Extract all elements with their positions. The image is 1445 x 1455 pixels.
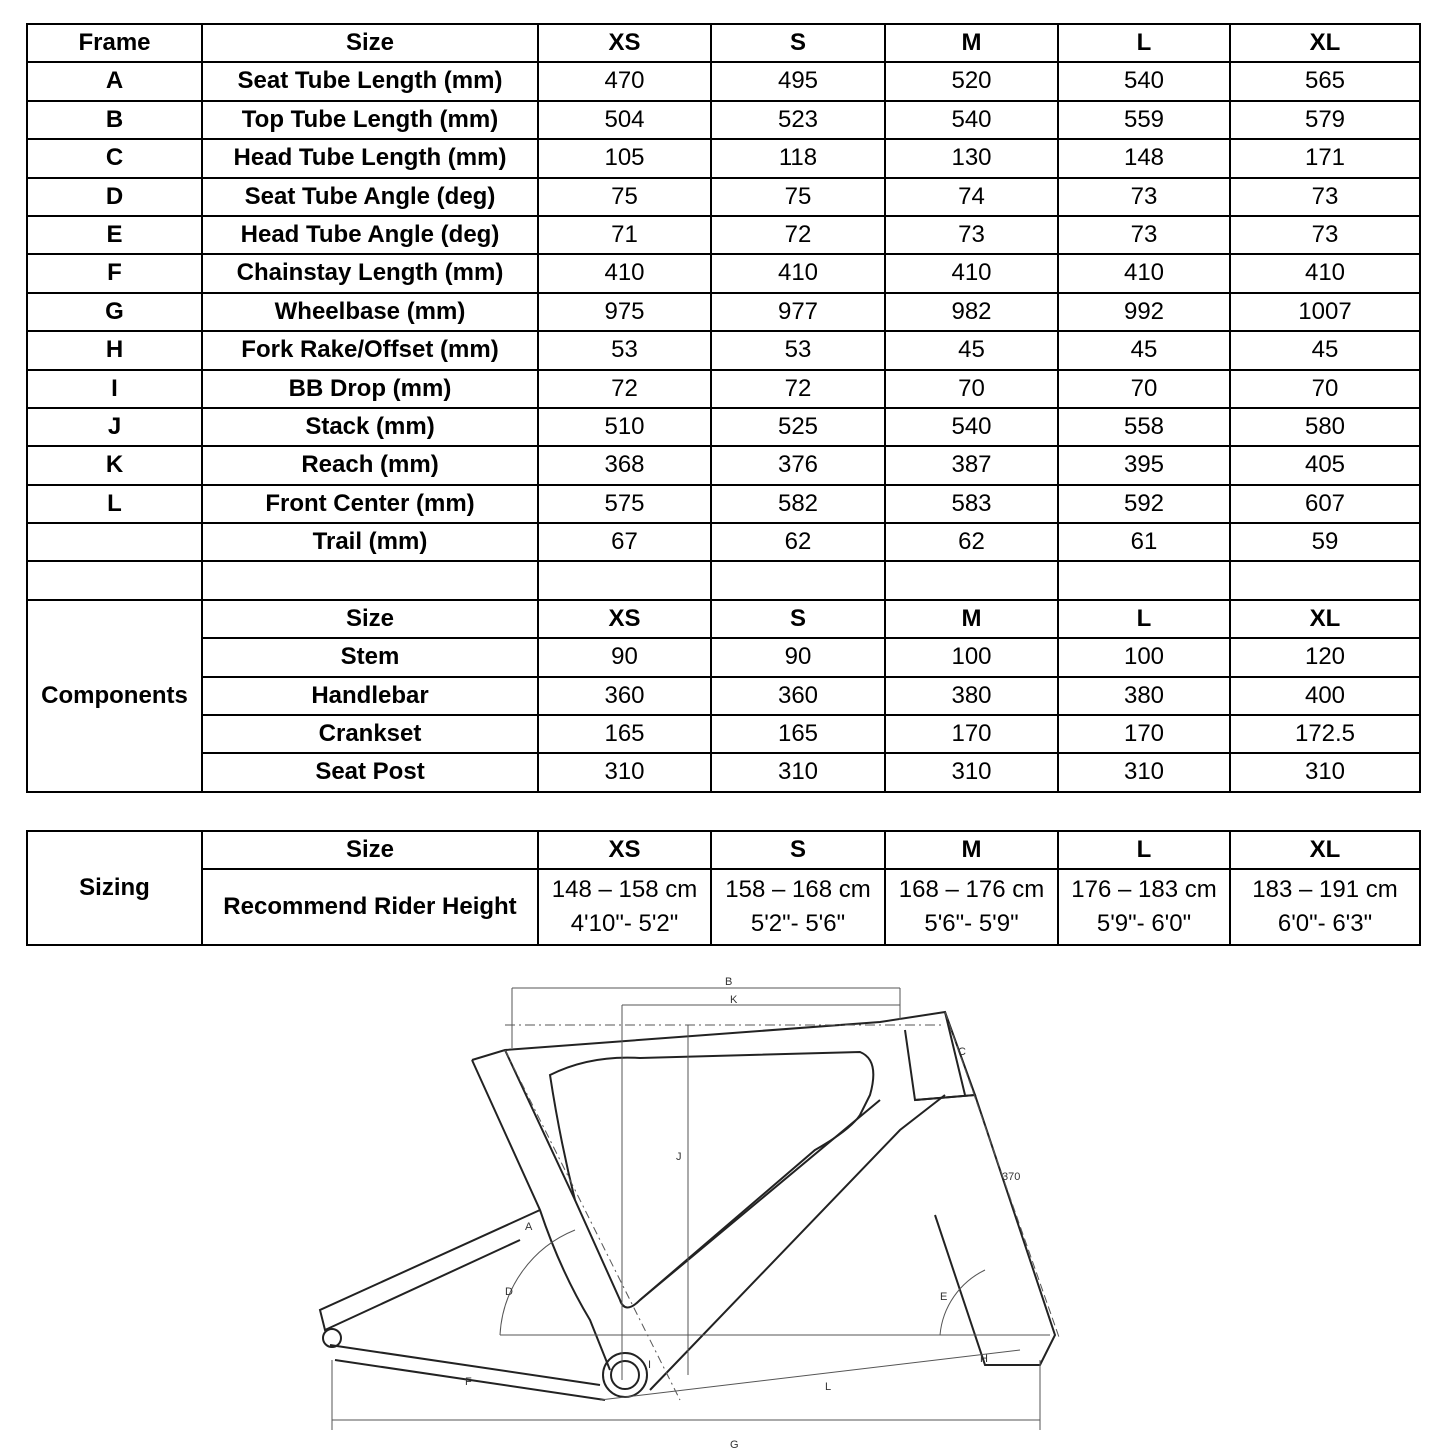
value-cell-l: 61	[1058, 523, 1230, 561]
value-cell-s: 523	[711, 101, 885, 139]
value-cell-m: 74	[885, 178, 1058, 216]
value-cell-m: 540	[885, 101, 1058, 139]
frame-id-cell: J	[27, 408, 202, 446]
value-cell-xl: 73	[1230, 216, 1420, 254]
label-g: G	[730, 1439, 739, 1450]
table-row	[27, 62, 1420, 100]
table-row	[27, 139, 1420, 177]
blank-cell	[711, 561, 885, 599]
top-tube-outline	[472, 1012, 965, 1095]
table-row	[27, 216, 1420, 254]
value-cell-l: 380	[1058, 677, 1230, 715]
value-cell-s: 72	[711, 370, 885, 408]
value-cell-xs: 67	[538, 523, 711, 561]
table-row	[27, 254, 1420, 292]
value-cell-xl: 400	[1230, 677, 1420, 715]
value-cell-xs: 975	[538, 293, 711, 331]
fork	[915, 1095, 1055, 1365]
value-cell-xs: 105	[538, 139, 711, 177]
sizing-header-l: L	[1058, 831, 1230, 869]
rider-height-label: Recommend Rider Height	[202, 869, 538, 945]
value-cell-m: 170	[885, 715, 1058, 753]
measure-label-cell: Wheelbase (mm)	[202, 293, 538, 331]
value-cell-xs: 368	[538, 446, 711, 484]
value-cell-m: 310	[885, 753, 1058, 791]
value-cell-l: 992	[1058, 293, 1230, 331]
components-header-cell: Size	[202, 600, 538, 638]
label-i: I	[648, 1359, 652, 1371]
table-row	[27, 178, 1420, 216]
table-row	[27, 370, 1420, 408]
frame-id-cell: F	[27, 254, 202, 292]
value-cell-m: 380	[885, 677, 1058, 715]
value-cell-s: 495	[711, 62, 885, 100]
seat-stay	[320, 1210, 540, 1330]
rider-height-cm: 183 – 191 cm	[1252, 876, 1398, 903]
geometry-header-cell: S	[711, 24, 885, 62]
frame-id-cell: E	[27, 216, 202, 254]
value-cell-xl: 171	[1230, 139, 1420, 177]
label-b: B	[725, 976, 733, 988]
value-cell-m: 982	[885, 293, 1058, 331]
table-row	[27, 446, 1420, 484]
measure-label-cell: BB Drop (mm)	[202, 370, 538, 408]
label-f: F	[465, 1376, 472, 1388]
value-cell-xl: 579	[1230, 101, 1420, 139]
rider-height-ft: 5'9"- 6'0"	[1096, 910, 1192, 937]
table-row	[27, 753, 1420, 791]
value-cell-l: 559	[1058, 101, 1230, 139]
sizing-header-size: Size	[202, 831, 538, 869]
rider-height-ft: 4'10"- 5'2"	[570, 910, 679, 937]
sizing-header-xl: XL	[1230, 831, 1420, 869]
measure-label-cell: Head Tube Angle (deg)	[202, 216, 538, 254]
frame-geometry-drawing	[300, 970, 1060, 1450]
label-fork-length: 370	[1002, 1171, 1021, 1183]
measure-label-cell: Chainstay Length (mm)	[202, 254, 538, 292]
value-cell-s: 90	[711, 638, 885, 676]
geometry-header-row	[27, 24, 1420, 62]
rider-height-xs	[538, 869, 711, 945]
measure-label-cell: Reach (mm)	[202, 446, 538, 484]
label-d: D	[505, 1286, 513, 1298]
value-cell-m: 387	[885, 446, 1058, 484]
value-cell-l: 592	[1058, 485, 1230, 523]
rider-height-cm: 148 – 158 cm	[551, 876, 698, 903]
value-cell-xs: 75	[538, 178, 711, 216]
geometry-header-cell: Frame	[27, 24, 202, 62]
blank-cell	[885, 561, 1058, 599]
components-header-cell: S	[711, 600, 885, 638]
rider-height-m	[885, 869, 1058, 945]
value-cell-l: 70	[1058, 370, 1230, 408]
components-header-cell: XS	[538, 600, 711, 638]
value-cell-xl: 565	[1230, 62, 1420, 100]
geometry-header-cell: Size	[202, 24, 538, 62]
value-cell-xl: 120	[1230, 638, 1420, 676]
component-label-cell: Stem	[202, 638, 538, 676]
component-label-cell: Handlebar	[202, 677, 538, 715]
value-cell-l: 558	[1058, 408, 1230, 446]
measure-label-cell: Front Center (mm)	[202, 485, 538, 523]
value-cell-s: 53	[711, 331, 885, 369]
rider-height-s	[711, 869, 885, 945]
measure-label-cell: Top Tube Length (mm)	[202, 101, 538, 139]
value-cell-xs: 504	[538, 101, 711, 139]
value-cell-xs: 410	[538, 254, 711, 292]
value-cell-m: 100	[885, 638, 1058, 676]
value-cell-m: 62	[885, 523, 1058, 561]
value-cell-l: 170	[1058, 715, 1230, 753]
chain-stay	[330, 1345, 605, 1400]
value-cell-s: 72	[711, 216, 885, 254]
value-cell-xl: 607	[1230, 485, 1420, 523]
measure-label-cell: Fork Rake/Offset (mm)	[202, 331, 538, 369]
blank-cell	[27, 561, 202, 599]
components-header-cell: M	[885, 600, 1058, 638]
table-row	[27, 638, 1420, 676]
value-cell-m: 540	[885, 408, 1058, 446]
front-triangle-window	[550, 1052, 873, 1308]
label-a: A	[525, 1221, 533, 1233]
geometry-table	[26, 23, 1421, 793]
value-cell-l: 148	[1058, 139, 1230, 177]
label-k: K	[730, 994, 738, 1006]
value-cell-xl: 45	[1230, 331, 1420, 369]
value-cell-m: 45	[885, 331, 1058, 369]
value-cell-xs: 53	[538, 331, 711, 369]
measure-label-cell: Stack (mm)	[202, 408, 538, 446]
table-row	[27, 485, 1420, 523]
value-cell-xl: 1007	[1230, 293, 1420, 331]
table-row	[27, 677, 1420, 715]
component-label-cell: Seat Post	[202, 753, 538, 791]
bb-shell	[603, 1353, 647, 1397]
rider-height-cm: 158 – 168 cm	[725, 876, 871, 903]
value-cell-s: 118	[711, 139, 885, 177]
value-cell-xs: 72	[538, 370, 711, 408]
frame-id-cell: I	[27, 370, 202, 408]
rider-height-l	[1058, 869, 1230, 945]
components-header-row	[27, 600, 1420, 638]
label-c: C	[958, 1046, 966, 1058]
blank-cell	[1058, 561, 1230, 599]
value-cell-xs: 71	[538, 216, 711, 254]
value-cell-m: 583	[885, 485, 1058, 523]
frame-id-cell: C	[27, 139, 202, 177]
table-row	[27, 293, 1420, 331]
blank-row	[27, 561, 1420, 599]
rider-height-ft: 6'0"- 6'3"	[1277, 910, 1373, 937]
label-j: J	[676, 1151, 682, 1163]
measure-label-cell: Head Tube Length (mm)	[202, 139, 538, 177]
value-cell-xl: 73	[1230, 178, 1420, 216]
table-row	[27, 408, 1420, 446]
rider-height-xl	[1230, 869, 1420, 945]
geometry-header-cell: L	[1058, 24, 1230, 62]
geometry-header-cell: M	[885, 24, 1058, 62]
value-cell-s: 977	[711, 293, 885, 331]
value-cell-s: 582	[711, 485, 885, 523]
value-cell-xs: 360	[538, 677, 711, 715]
value-cell-m: 130	[885, 139, 1058, 177]
value-cell-xs: 310	[538, 753, 711, 791]
frame-id-cell: H	[27, 331, 202, 369]
seat-tube	[472, 1060, 610, 1370]
table-row	[27, 715, 1420, 753]
label-h: H	[980, 1353, 988, 1365]
down-tube	[640, 1095, 948, 1390]
sizing-header-s: S	[711, 831, 885, 869]
value-cell-l: 73	[1058, 216, 1230, 254]
value-cell-m: 410	[885, 254, 1058, 292]
value-cell-m: 520	[885, 62, 1058, 100]
value-cell-xl: 70	[1230, 370, 1420, 408]
blank-cell	[538, 561, 711, 599]
frame-id-cell: K	[27, 446, 202, 484]
sizing-title: Sizing	[27, 831, 202, 945]
value-cell-xs: 510	[538, 408, 711, 446]
value-cell-m: 70	[885, 370, 1058, 408]
value-cell-s: 410	[711, 254, 885, 292]
label-l: L	[825, 1381, 832, 1393]
value-cell-s: 525	[711, 408, 885, 446]
value-cell-xs: 90	[538, 638, 711, 676]
sizing-header-xs: XS	[538, 831, 711, 869]
label-e: E	[940, 1291, 948, 1303]
table-row	[27, 331, 1420, 369]
frame-id-cell: D	[27, 178, 202, 216]
rider-height-cm: 176 – 183 cm	[1071, 876, 1217, 903]
value-cell-s: 75	[711, 178, 885, 216]
value-cell-xl: 580	[1230, 408, 1420, 446]
value-cell-s: 165	[711, 715, 885, 753]
geometry-header-cell: XL	[1230, 24, 1420, 62]
measure-label-cell: Seat Tube Length (mm)	[202, 62, 538, 100]
value-cell-l: 395	[1058, 446, 1230, 484]
components-header-cell: XL	[1230, 600, 1420, 638]
value-cell-xs: 575	[538, 485, 711, 523]
geometry-header-cell: XS	[538, 24, 711, 62]
value-cell-l: 73	[1058, 178, 1230, 216]
value-cell-s: 376	[711, 446, 885, 484]
table-row	[27, 101, 1420, 139]
component-label-cell: Crankset	[202, 715, 538, 753]
frame-id-cell: G	[27, 293, 202, 331]
rider-height-ft: 5'6"- 5'9"	[924, 910, 1019, 937]
value-cell-xl: 59	[1230, 523, 1420, 561]
measure-label-cell: Trail (mm)	[202, 523, 538, 561]
value-cell-l: 310	[1058, 753, 1230, 791]
sizing-header-m: M	[885, 831, 1058, 869]
value-cell-l: 410	[1058, 254, 1230, 292]
components-header-cell: L	[1058, 600, 1230, 638]
frame-id-cell: B	[27, 101, 202, 139]
components-title: Components	[27, 600, 202, 792]
value-cell-xl: 310	[1230, 753, 1420, 791]
frame-id-cell: A	[27, 62, 202, 100]
measure-label-cell: Seat Tube Angle (deg)	[202, 178, 538, 216]
value-cell-xs: 165	[538, 715, 711, 753]
value-cell-l: 540	[1058, 62, 1230, 100]
blank-cell	[202, 561, 538, 599]
frame-id-cell: L	[27, 485, 202, 523]
table-row	[27, 523, 1420, 561]
value-cell-m: 73	[885, 216, 1058, 254]
value-cell-xl: 410	[1230, 254, 1420, 292]
value-cell-xs: 470	[538, 62, 711, 100]
rider-height-ft: 5'2"- 5'6"	[750, 910, 846, 937]
rider-height-cm: 168 – 176 cm	[898, 876, 1045, 903]
value-cell-s: 310	[711, 753, 885, 791]
blank-cell	[1230, 561, 1420, 599]
value-cell-xl: 405	[1230, 446, 1420, 484]
value-cell-s: 360	[711, 677, 885, 715]
value-cell-l: 100	[1058, 638, 1230, 676]
value-cell-l: 45	[1058, 331, 1230, 369]
value-cell-s: 62	[711, 523, 885, 561]
value-cell-xl: 172.5	[1230, 715, 1420, 753]
frame-id-cell	[27, 523, 202, 561]
sizing-table	[26, 830, 1421, 946]
